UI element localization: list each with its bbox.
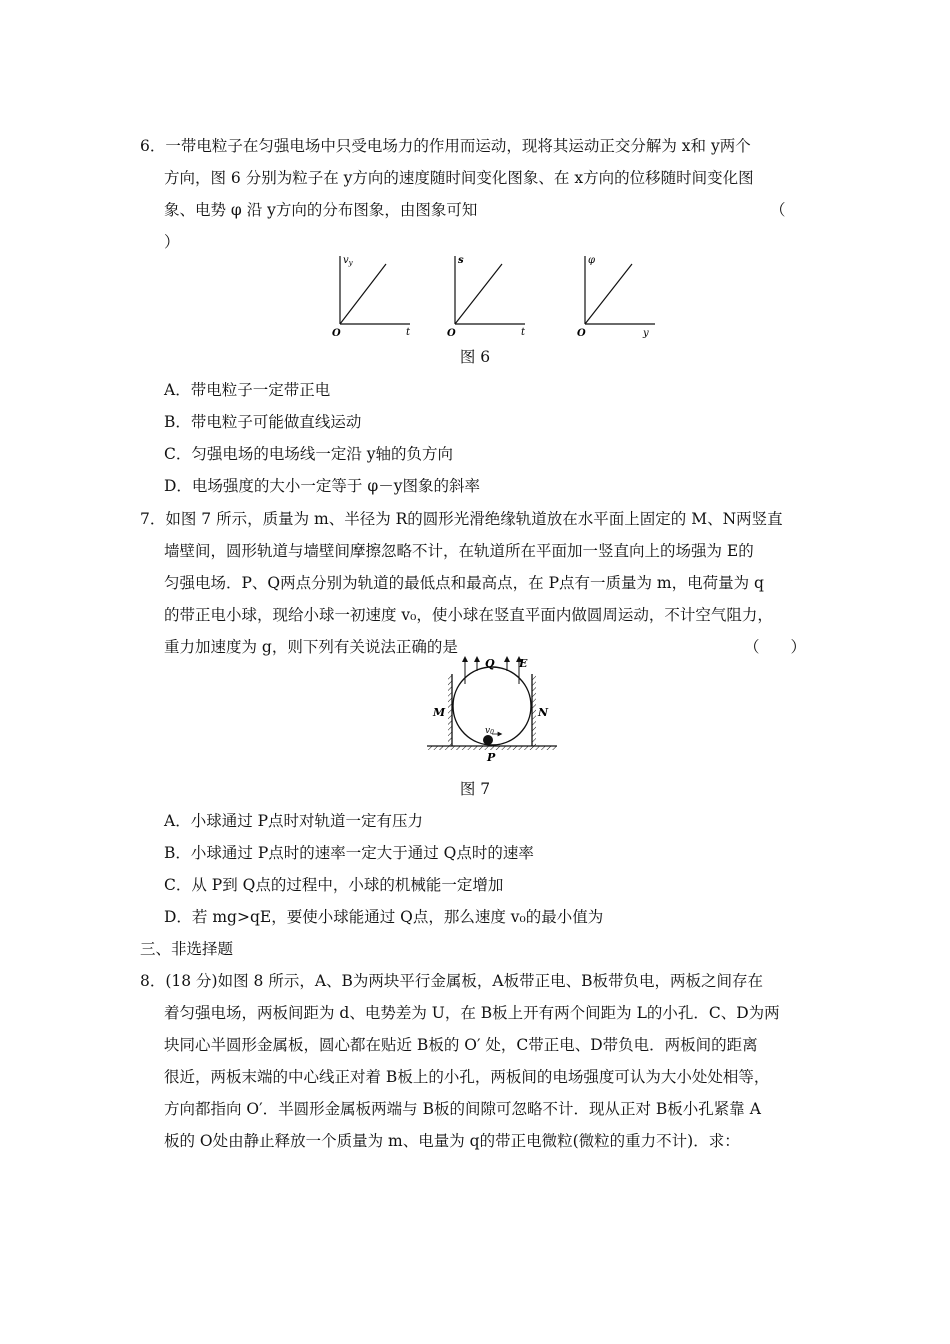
q8-line-6: 板的 O处由静止释放一个质量为 m、电量为 q的带正电微粒(微粒的重力不计)．求： bbox=[164, 1132, 740, 1150]
q7-line-5: 重力加速度为 g，则下列有关说法正确的是 bbox=[164, 638, 458, 656]
graph-vy-line bbox=[340, 264, 386, 324]
q6-option-d: D．电场强度的大小一定等于 φ－y图象的斜率 bbox=[164, 477, 480, 495]
q7-answer-paren: （ ） bbox=[744, 638, 807, 656]
label-n: N bbox=[538, 706, 549, 719]
wall-n-hatch bbox=[532, 674, 536, 746]
graph-vy-origin: O bbox=[332, 328, 341, 339]
q7-option-d: D．若 mg>qE，要使小球能通过 Q点，那么速度 v₀的最小值为 bbox=[164, 908, 604, 926]
q7-line-4: 的带正电小球，现给小球一初速度 v₀，使小球在竖直平面内做圆周运动，不计空气阻力， bbox=[164, 606, 773, 624]
label-q: Q bbox=[485, 657, 495, 670]
graph-s-ylabel: s bbox=[458, 255, 464, 266]
q8-line-3: 块同心半圆形金属板，圆心都在贴近 B板的 O′ 处，C带正电、D带负电．两板间的距离 bbox=[164, 1036, 758, 1054]
q8-line-4: 很近，两板末端的中心线正对着 B板上的小孔，两板间的电场强度可认为大小处处相等， bbox=[164, 1068, 770, 1086]
q8-line-1: 8．(18 分)如图 8 所示，A、B为两块平行金属板，A板带正电、B板带负电，两板之间存在 bbox=[140, 972, 763, 990]
q8-line-2: 着匀强电场，两板间距为 d、电势差为 U，在 B板上开有两个间距为 L的小孔．C、D为两 bbox=[164, 1004, 780, 1022]
section-3-heading: 三、非选择题 bbox=[140, 940, 234, 958]
q7-option-c: C．从 P到 Q点的过程中，小球的机械能一定增加 bbox=[164, 876, 504, 894]
graph-phi-y bbox=[577, 255, 655, 339]
q6-option-c: C．匀强电场的电场线一定沿 y轴的负方向 bbox=[164, 445, 454, 463]
graph-phi-line bbox=[585, 264, 632, 324]
graph-s-t bbox=[447, 255, 526, 339]
figure-6-caption: 图 6 bbox=[459, 348, 491, 366]
graph-phi-ylabel: φ bbox=[588, 255, 596, 266]
graph-s-xlabel: t bbox=[521, 327, 526, 338]
q6-answer-paren-close: ） bbox=[164, 233, 180, 251]
graph-vy-t bbox=[332, 255, 411, 339]
graph-s-line bbox=[455, 264, 502, 324]
graph-vy-ylabel: $v_y$ bbox=[343, 255, 353, 267]
ground-hatch bbox=[427, 746, 557, 750]
q7-line-3: 匀强电场．P、Q两点分别为轨道的最低点和最高点，在 P点有一质量为 m，电荷量为 q bbox=[164, 574, 764, 592]
graph-vy-xlabel: t bbox=[406, 327, 411, 338]
label-v0: v0 bbox=[485, 726, 494, 736]
q6-line-1: 6．一带电粒子在匀强电场中只受电场力的作用而运动，现将其运动正交分解为 x和 y两个 bbox=[140, 137, 751, 155]
wall-m-hatch bbox=[448, 674, 452, 746]
figure-6-graphs bbox=[320, 248, 680, 340]
ball bbox=[483, 735, 493, 745]
q7-line-1: 7．如图 7 所示，质量为 m、半径为 R的圆形光滑绝缘轨道放在水平面上固定的 M、N两竖直 bbox=[140, 510, 783, 528]
figure-7-track bbox=[422, 654, 562, 770]
q7-line-2: 墙壁间，圆形轨道与墙壁间摩擦忽略不计，在轨道所在平面加一竖直向上的场强为 E的 bbox=[164, 542, 754, 560]
q6-line-2: 方向，图 6 分别为粒子在 y方向的速度随时间变化图象、在 x方向的位移随时间变化图 bbox=[164, 169, 754, 187]
label-m: M bbox=[433, 706, 446, 719]
q8-line-5: 方向都指向 O′．半圆形金属板两端与 B板的间隙可忽略不计．现从正对 B板小孔紧靠 A bbox=[164, 1100, 761, 1118]
q6-option-a: A．带电粒子一定带正电 bbox=[164, 381, 331, 399]
graph-phi-xlabel: y bbox=[643, 328, 649, 339]
label-p: P bbox=[487, 751, 496, 764]
graph-s-origin: O bbox=[447, 328, 456, 339]
q7-option-b: B．小球通过 P点时的速率一定大于通过 Q点时的速率 bbox=[164, 844, 534, 862]
label-e: E bbox=[519, 657, 528, 670]
q6-line-3: 象、电势 φ 沿 y方向的分布图象，由图象可知 bbox=[164, 201, 478, 219]
q6-answer-paren-open: （ bbox=[770, 201, 786, 219]
graph-phi-origin: O bbox=[577, 328, 586, 339]
figure-7-caption: 图 7 bbox=[459, 780, 491, 798]
q7-option-a: A．小球通过 P点时对轨道一定有压力 bbox=[164, 812, 424, 830]
q6-option-b: B．带电粒子可能做直线运动 bbox=[164, 413, 362, 431]
